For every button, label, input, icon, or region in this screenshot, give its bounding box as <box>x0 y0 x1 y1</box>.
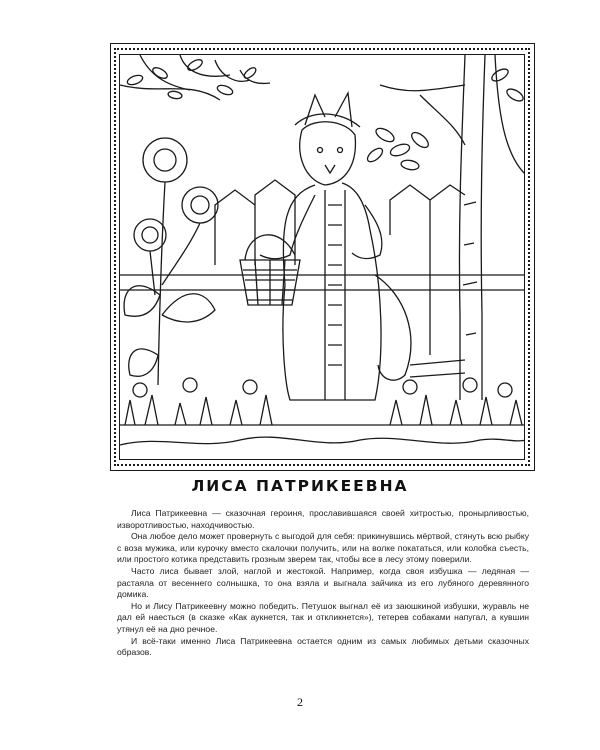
fox-figure <box>260 93 411 400</box>
article-body <box>117 508 529 659</box>
paragraph: Часто лиса бывает злой, наглой и жестокой. Например, когда своя избушка — ледяная — растаяла от весеннего солнышка, то она взяла и выгнала зайчика из его лубяного деревянного домика. <box>117 565 529 600</box>
page-number: 2 <box>297 695 303 709</box>
paragraph: Она любое дело может провернуть с выгодой для себя: прикинувшись мёртвой, стянуть всю рыбку с воза мужика, или курочку вместо скалочки получить, или на волке покататься, или колобка съесть, или простого котика представить грозным зверем так, чтобы все в лесу этому поверили. <box>117 531 529 565</box>
paragraph: Лиса Патрикеевна — сказочная героиня, прославившаяся своей хитростью, пронырливостью, изворотливостью, находчивостью. <box>117 508 529 530</box>
sunflowers <box>124 138 218 385</box>
paragraph: И всё-таки именно Лиса Патрикеевна остается одним из самых любимых детьми сказочных образов. <box>117 635 529 658</box>
ground-flowers <box>120 378 525 445</box>
page-title: ЛИСА ПАТРИКЕЕВНА <box>191 477 409 495</box>
paragraph: Но и Лису Патрикеевну можно победить. Петушок выгнал её из заюшкиной избушки, журавль не дал ей наесться (в сказке «Как аукнется, так и откликнется»), тетерев собаками напугал, а кувшин утянул её на дно речное. <box>117 600 529 634</box>
fox-illustration <box>119 54 525 460</box>
fence <box>120 180 525 377</box>
basket <box>240 235 300 305</box>
